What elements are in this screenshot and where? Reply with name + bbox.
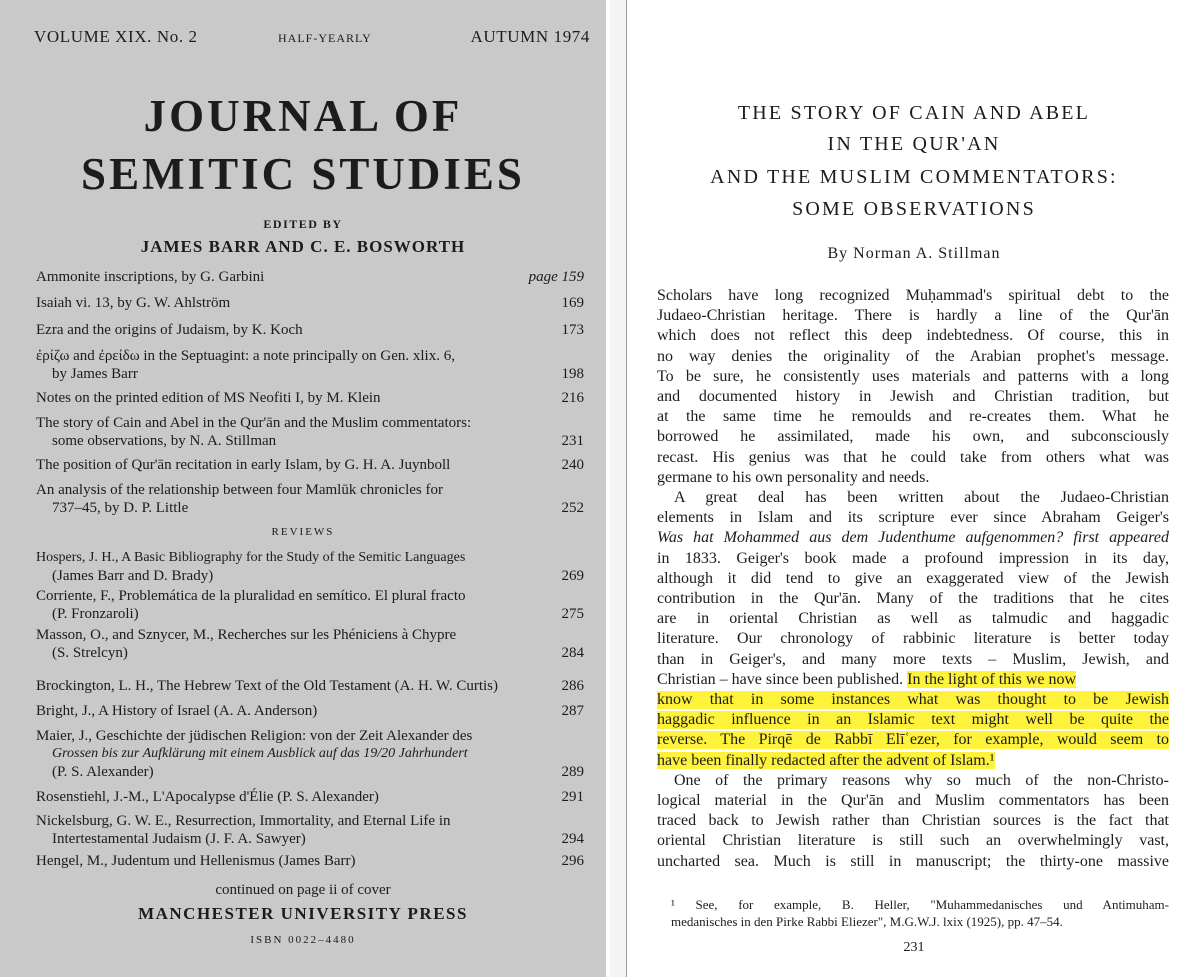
article-title-line: SOME OBSERVATIONS — [792, 198, 1036, 220]
author-byline: By Norman A. Stillman — [827, 245, 1001, 262]
body-line — [657, 752, 1169, 770]
body-line: are in oriental Christian as well as talmudic and haggadic — [657, 610, 1169, 628]
body-line: traced back to Jewish rather than Christian sources is the fact that — [657, 812, 1169, 830]
toc-entry — [36, 268, 584, 288]
body-line: borrowed he assimilated, made his own, and subconsciously — [657, 428, 1169, 446]
review-title-cont: (James Barr and D. Brady) — [52, 568, 214, 584]
toc-entry — [36, 347, 584, 387]
toc-entry-title-cont: by James Barr — [52, 366, 138, 382]
article-title-line: AND THE MUSLIM COMMENTATORS: — [710, 166, 1118, 188]
body-line: Judaeo-Christian heritage. There is hardly a line of the Qur'ān — [657, 307, 1169, 325]
body-line: Was hat Mohammed aus dem Judenthume aufgenommen? first appeared — [657, 529, 1169, 547]
article-title-line: THE STORY OF CAIN AND ABEL — [737, 102, 1091, 124]
body-line: logical material in the Qur'ān and Muslim commentators has been — [657, 792, 1169, 809]
toc-entry-title: ἐρίζω and ἐρείδω in the Septuagint: a note principally on Gen. xlix. 6, — [36, 348, 455, 364]
body-line: A great deal has been written about the Judaeo-Christian — [674, 489, 1169, 506]
toc-entry-page: 216 — [561, 390, 584, 406]
toc-entry-title: Ammonite inscriptions, by G. Garbini — [36, 269, 265, 285]
review-title: Masson, O., and Sznycer, M., Recherches sur les Phéniciens à Chypre — [36, 627, 457, 643]
toc-entry-title: Isaiah vi. 13, by G. W. Ahlström — [36, 295, 231, 311]
page-number: 231 — [903, 940, 925, 955]
body-line: contribution in the Qur'ān. Many of the traditions that he cites — [657, 590, 1169, 607]
review-entry — [36, 549, 584, 589]
body-line: and documented history in Jewish and Christian tradition, but — [657, 388, 1169, 405]
review-page: 275 — [561, 606, 584, 622]
toc-entry-title: Notes on the printed edition of MS Neofiti I, by M. Klein — [36, 390, 381, 406]
review-title-cont: Intertestamental Judaism (J. F. A. Sawyer) — [52, 831, 306, 847]
review-title: Hospers, J. H., A Basic Bibliography for the Study of the Semitic Languages — [36, 550, 466, 565]
body-line: One of the primary reasons why so much of the non-Christo- — [674, 771, 1169, 789]
reviews-list — [36, 549, 584, 879]
toc-entry-page: page 159 — [528, 269, 584, 285]
highlighted-line: reverse. The Pirqē de Rabbī Elīʿezer, for example, would seem to — [657, 731, 1169, 749]
publisher: MANCHESTER UNIVERSITY PRESS — [138, 904, 468, 923]
toc-entry-page: 173 — [561, 322, 584, 338]
toc-entry-title: An analysis of the relationship between four Mamlūk chronicles for — [36, 482, 443, 498]
body-line: uncharted sea. Much is still in manuscript; the thirty-one massive — [657, 852, 1169, 870]
toc-entry-title: Ezra and the origins of Judaism, by K. Koch — [36, 322, 303, 338]
review-title-cont: (P. Fronzaroli) — [52, 606, 139, 622]
issue-season: AUTUMN 1974 — [470, 27, 590, 46]
review-page: 269 — [561, 568, 584, 584]
review-title-cont: (S. Strelcyn) — [52, 645, 128, 661]
review-entry — [36, 587, 584, 627]
body-line: no way denies the originality of the Arabian prophet's message. — [657, 347, 1169, 365]
toc-entry — [36, 294, 584, 314]
toc-entry-title-cont: some observations, by N. A. Stillman — [52, 433, 277, 449]
toc-entry-page: 198 — [561, 366, 584, 382]
editors: JAMES BARR AND C. E. BOSWORTH — [140, 237, 466, 256]
toc-entry — [36, 481, 584, 521]
review-entry — [36, 852, 584, 872]
review-page: 284 — [561, 645, 584, 661]
review-title: Rosenstiehl, J.-M., L'Apocalypse d'Élie (P. S. Alexander) — [36, 789, 379, 805]
toc-entry — [36, 321, 584, 341]
body-line: in 1833. Geiger's book made a profound impression in its day, — [657, 549, 1169, 567]
review-page: 291 — [561, 789, 584, 805]
review-title: Bright, J., A History of Israel (A. A. Anderson) — [36, 703, 318, 719]
review-title: Hengel, M., Judentum und Hellenismus (James Barr) — [36, 853, 356, 869]
body-line: at the same time he remoulds and re-creates them. What he — [657, 408, 1169, 426]
review-entry — [36, 788, 584, 808]
toc-entry-page: 240 — [561, 457, 584, 473]
toc-entry-page: 169 — [561, 295, 584, 311]
continued-note: continued on page ii of cover — [215, 882, 391, 898]
footnote-line: ¹ See, for example, B. Heller, "Muhammedanisches und Antimuham- — [671, 897, 1169, 912]
review-page: 287 — [561, 703, 584, 719]
review-title-cont2: (P. S. Alexander) — [52, 764, 154, 780]
body-line: oriental Christian literature is still such an overwhelmingly vast, — [657, 832, 1169, 850]
body-line: germane to his own personality and needs. — [657, 468, 930, 486]
edited-by-label: EDITED BY — [263, 217, 343, 231]
review-page: 289 — [561, 764, 584, 780]
body-line: Scholars have long recognized Muḥammad's spiritual debt to the — [657, 287, 1169, 304]
volume-number: VOLUME XIX. No. 2 — [34, 27, 198, 46]
review-page: 294 — [561, 831, 584, 847]
toc-entry — [36, 414, 584, 454]
review-title: Nickelsburg, G. W. E., Resurrection, Immortality, and Eternal Life in — [36, 813, 451, 829]
review-title-cont: Grossen bis zur Aufklärung mit einem Ausblick auf das 19/20 Jahrhundert — [52, 746, 468, 761]
isbn: ISBN 0022–4480 — [250, 934, 356, 946]
toc-entry-page: 252 — [561, 500, 584, 516]
highlighted-line: haggadic influence in an Islamic text might well be quite the — [657, 711, 1169, 729]
body-line: than in Geiger's, and many more texts – Muslim, Jewish, and — [657, 650, 1169, 668]
highlighted-text: have been finally redacted after the advent of Islam.¹ — [657, 751, 995, 769]
article-page — [626, 0, 1200, 977]
review-entry — [36, 727, 584, 787]
review-page: 286 — [561, 678, 584, 694]
review-title: Brockington, L. H., The Hebrew Text of the Old Testament (A. H. W. Curtis) — [36, 678, 498, 694]
review-page: 296 — [561, 853, 584, 869]
issue-frequency: HALF-YEARLY — [278, 31, 372, 45]
review-entry — [36, 677, 584, 697]
review-title: Maier, J., Geschichte der jüdischen Religion: von der Zeit Alexander des — [36, 728, 473, 744]
review-entry — [36, 812, 584, 852]
journal-title-line2: SEMITIC STUDIES — [81, 149, 525, 199]
body-line: elements in Islam and its scripture ever since Abraham Geiger's — [657, 509, 1169, 527]
highlighted-text: In the light of this we now — [907, 670, 1077, 688]
toc-entry-title: The story of Cain and Abel in the Qur'ān and the Muslim commentators: — [36, 415, 472, 431]
body-line: To be sure, he consistently uses materials and patterns with a long — [657, 367, 1169, 385]
page-divider — [610, 0, 626, 977]
review-entry — [36, 702, 584, 722]
body-line: although it did tend to give an exaggerated view of the Jewish — [657, 569, 1169, 587]
body-text: Christian – have since been published. — [657, 670, 908, 688]
body-line: which does not reflect this deep indebtedness. Of course, this in — [657, 327, 1169, 345]
reviews-heading: REVIEWS — [271, 526, 335, 538]
issue-line — [34, 27, 590, 51]
table-of-contents — [36, 268, 584, 523]
toc-entry-title-cont: 737–45, by D. P. Little — [52, 500, 189, 516]
toc-entry-page: 231 — [561, 433, 584, 449]
toc-entry-title: The position of Qur'ān recitation in early Islam, by G. H. A. Juynboll — [36, 457, 451, 473]
review-title: Corriente, F., Problemática de la pluralidad en semítico. El plural fracto — [36, 588, 466, 604]
highlighted-line: know that in some instances what was thought to be Jewish — [657, 691, 1169, 708]
footnote-line: medanisches in den Pirke Rabbi Eliezer", M.G.W.J. lxix (1925), pp. 47–54. — [671, 914, 1063, 929]
article-title-line: IN THE QUR'AN — [827, 133, 1001, 155]
body-line: recast. His genius was that he could take from others what was — [657, 448, 1169, 466]
review-entry — [36, 626, 584, 666]
body-line: literature. Our chronology of rabbinic literature is better today — [657, 630, 1169, 648]
journal-title-line1: JOURNAL OF — [143, 91, 463, 141]
toc-entry — [36, 389, 584, 409]
toc-entry — [36, 456, 584, 476]
body-line — [657, 671, 1169, 689]
